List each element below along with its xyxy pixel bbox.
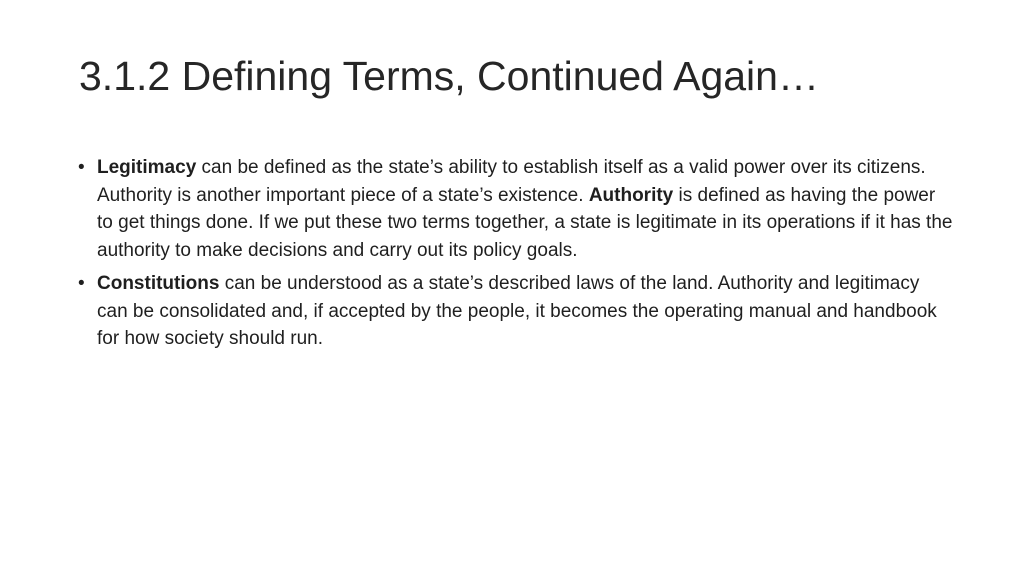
- slide-title: 3.1.2 Defining Terms, Continued Again…: [79, 53, 819, 99]
- term-constitutions: Constitutions: [97, 273, 220, 294]
- bullet-item-constitutions: [74, 270, 954, 353]
- bullet-item-legitimacy: [74, 154, 954, 264]
- bullet-list: [74, 154, 954, 359]
- bullet-mark: •: [78, 157, 85, 178]
- bullet-text: can be understood as a state’s described laws of the land. Authority and legitimacy can be consolidated and, if accepted by the people, it becomes the operating manual and handbook for how society should run.: [97, 273, 937, 349]
- bullet-mark: •: [78, 273, 85, 294]
- bullet-text: is defined as having the power to get things done. If we put these two terms together, a state is legitimate in its operations if it has the authority to make decisions and carry out its policy goals.: [97, 184, 953, 261]
- bullet-text: can be defined as the state’s ability to establish itself as a valid power over its citizens. Authority is another important piece of a state’s existence.: [97, 157, 926, 206]
- term-legitimacy: Legitimacy: [97, 157, 197, 178]
- term-authority: Authority: [588, 184, 674, 206]
